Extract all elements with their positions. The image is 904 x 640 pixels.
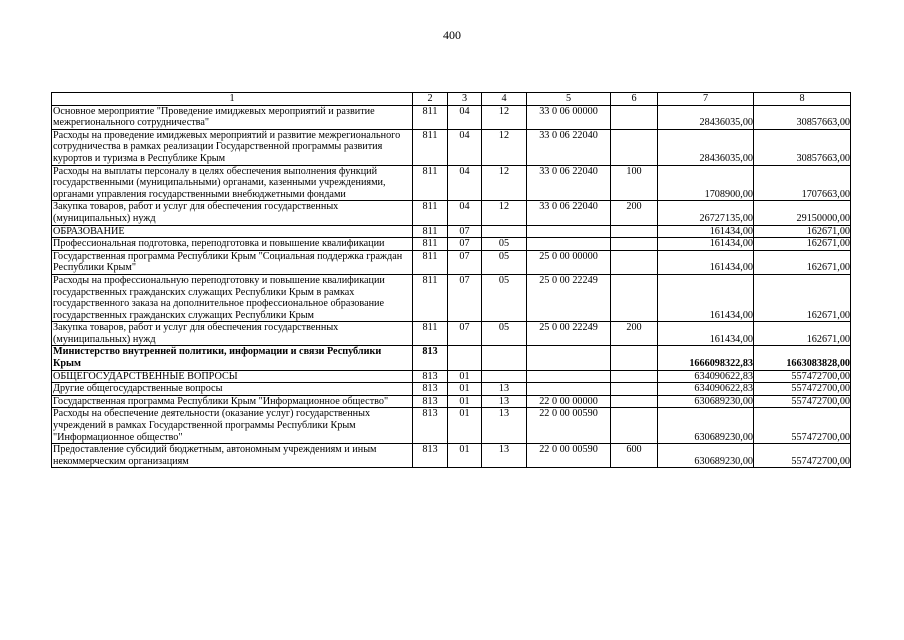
table-row	[52, 322, 851, 346]
amount-year-2: 162671,00	[754, 238, 851, 251]
amount-year-1: 1708900,00	[658, 165, 754, 201]
table-row	[52, 346, 851, 370]
amount-year-1: 161434,00	[658, 322, 754, 346]
item-name: Другие общегосударственные вопросы	[52, 383, 413, 396]
target-article-code: 33 0 06 00000	[527, 105, 611, 129]
subsection-code: 13	[482, 408, 527, 444]
amount-year-2: 557472700,00	[754, 408, 851, 444]
amount-year-2: 29150000,00	[754, 201, 851, 225]
amount-year-2: 162671,00	[754, 225, 851, 238]
item-name: ОБРАЗОВАНИЕ	[52, 225, 413, 238]
table-row	[52, 105, 851, 129]
admin-code: 811	[413, 238, 448, 251]
expense-type-code: 200	[611, 201, 658, 225]
section-code: 04	[448, 129, 482, 165]
amount-year-1: 161434,00	[658, 225, 754, 238]
target-article-code: 33 0 06 22040	[527, 165, 611, 201]
section-code: 07	[448, 238, 482, 251]
section-code	[448, 346, 482, 370]
item-name: Закупка товаров, работ и услуг для обеспечения государственных (муниципальных) нужд	[52, 201, 413, 225]
table-row	[52, 165, 851, 201]
section-code: 07	[448, 322, 482, 346]
subsection-code: 05	[482, 250, 527, 274]
subsection-code: 12	[482, 201, 527, 225]
target-article-code: 33 0 06 22040	[527, 129, 611, 165]
item-name: Министерство внутренней политики, информации и связи Республики Крым	[52, 346, 413, 370]
column-header: 6	[611, 93, 658, 106]
page-number: 400	[443, 28, 461, 42]
section-code: 01	[448, 444, 482, 468]
table-row	[52, 408, 851, 444]
amount-year-1: 634090622,83	[658, 370, 754, 383]
section-code: 01	[448, 370, 482, 383]
subsection-code	[482, 346, 527, 370]
column-header: 1	[52, 93, 413, 106]
column-header: 8	[754, 93, 851, 106]
section-code: 04	[448, 165, 482, 201]
item-name: Профессиональная подготовка, переподготовка и повышение квалификации	[52, 238, 413, 251]
expense-type-code	[611, 346, 658, 370]
admin-code: 813	[413, 444, 448, 468]
amount-year-2: 557472700,00	[754, 444, 851, 468]
table-row	[52, 274, 851, 321]
amount-year-2: 557472700,00	[754, 383, 851, 396]
table-row	[52, 238, 851, 251]
admin-code: 813	[413, 395, 448, 408]
expense-type-code	[611, 383, 658, 396]
item-name: Расходы на обеспечение деятельности (оказание услуг) государственных учреждений в рамках Государственной программы Республики Крым "Информационное общество"	[52, 408, 413, 444]
table-row	[52, 383, 851, 396]
amount-year-1: 1666098322,83	[658, 346, 754, 370]
column-header: 7	[658, 93, 754, 106]
target-article-code	[527, 238, 611, 251]
item-name: Расходы на профессиональную переподготовку и повышение квалификации государственных гражданских служащих Республики Крым в рамках государственного заказа на дополнительное профессиональное образование государственных гражданских служащих Республики Крым	[52, 274, 413, 321]
amount-year-2: 162671,00	[754, 274, 851, 321]
column-header: 3	[448, 93, 482, 106]
table-row	[52, 225, 851, 238]
subsection-code: 12	[482, 129, 527, 165]
subsection-code	[482, 370, 527, 383]
header-row	[52, 93, 851, 106]
section-code: 07	[448, 250, 482, 274]
expense-type-code	[611, 129, 658, 165]
amount-year-2: 162671,00	[754, 322, 851, 346]
item-name: ОБЩЕГОСУДАРСТВЕННЫЕ ВОПРОСЫ	[52, 370, 413, 383]
amount-year-1: 630689230,00	[658, 444, 754, 468]
item-name: Расходы на проведение имиджевых мероприятий и развитие межрегионального сотрудничества в рамках реализации Государственной программы развития курортов и туризма в Республике Крым	[52, 129, 413, 165]
expense-type-code	[611, 225, 658, 238]
section-code: 01	[448, 383, 482, 396]
table-row	[52, 201, 851, 225]
subsection-code	[482, 225, 527, 238]
admin-code: 811	[413, 165, 448, 201]
subsection-code: 05	[482, 322, 527, 346]
item-name: Закупка товаров, работ и услуг для обеспечения государственных (муниципальных) нужд	[52, 322, 413, 346]
section-code: 07	[448, 225, 482, 238]
amount-year-2: 30857663,00	[754, 129, 851, 165]
item-name: Государственная программа Республики Крым "Информационное общество"	[52, 395, 413, 408]
amount-year-1: 161434,00	[658, 274, 754, 321]
amount-year-1: 26727135,00	[658, 201, 754, 225]
amount-year-1: 161434,00	[658, 250, 754, 274]
section-code: 04	[448, 105, 482, 129]
amount-year-2: 557472700,00	[754, 370, 851, 383]
amount-year-1: 28436035,00	[658, 129, 754, 165]
expense-type-code	[611, 370, 658, 383]
amount-year-2: 1663083828,00	[754, 346, 851, 370]
subsection-code: 12	[482, 165, 527, 201]
amount-year-1: 630689230,00	[658, 395, 754, 408]
column-header: 2	[413, 93, 448, 106]
amount-year-1: 161434,00	[658, 238, 754, 251]
table-row	[52, 129, 851, 165]
amount-year-1: 630689230,00	[658, 408, 754, 444]
subsection-code: 13	[482, 444, 527, 468]
admin-code: 811	[413, 129, 448, 165]
subsection-code: 13	[482, 383, 527, 396]
target-article-code: 25 0 00 22249	[527, 274, 611, 321]
target-article-code	[527, 383, 611, 396]
target-article-code: 22 0 00 00000	[527, 395, 611, 408]
section-code: 07	[448, 274, 482, 321]
amount-year-2: 1707663,00	[754, 165, 851, 201]
item-name: Государственная программа Республики Крым "Социальная поддержка граждан Республики Крым"	[52, 250, 413, 274]
table-body	[52, 105, 851, 468]
expense-type-code: 200	[611, 322, 658, 346]
admin-code: 813	[413, 383, 448, 396]
item-name: Предоставление субсидий бюджетным, автономным учреждениям и иным некоммерческим организациям	[52, 444, 413, 468]
expense-type-code	[611, 238, 658, 251]
amount-year-2: 30857663,00	[754, 105, 851, 129]
target-article-code: 22 0 00 00590	[527, 408, 611, 444]
target-article-code	[527, 346, 611, 370]
target-article-code: 25 0 00 00000	[527, 250, 611, 274]
expense-type-code: 600	[611, 444, 658, 468]
subsection-code: 12	[482, 105, 527, 129]
target-article-code	[527, 370, 611, 383]
table-row	[52, 395, 851, 408]
admin-code: 811	[413, 201, 448, 225]
admin-code: 811	[413, 274, 448, 321]
amount-year-1: 634090622,83	[658, 383, 754, 396]
expense-type-code	[611, 250, 658, 274]
admin-code: 811	[413, 105, 448, 129]
budget-table	[51, 92, 851, 468]
target-article-code	[527, 225, 611, 238]
expense-type-code: 100	[611, 165, 658, 201]
item-name: Расходы на выплаты персоналу в целях обеспечения выполнения функций государственными (муниципальными) органами, казенными учреждениями, органами управления государственными внебюджетными фондами	[52, 165, 413, 201]
admin-code: 813	[413, 408, 448, 444]
subsection-code: 05	[482, 274, 527, 321]
expense-type-code	[611, 408, 658, 444]
admin-code: 811	[413, 250, 448, 274]
section-code: 01	[448, 408, 482, 444]
admin-code: 811	[413, 225, 448, 238]
table-row	[52, 250, 851, 274]
column-header: 4	[482, 93, 527, 106]
amount-year-2: 162671,00	[754, 250, 851, 274]
target-article-code: 22 0 00 00590	[527, 444, 611, 468]
expense-type-code	[611, 395, 658, 408]
table-row	[52, 444, 851, 468]
amount-year-2: 557472700,00	[754, 395, 851, 408]
admin-code: 813	[413, 370, 448, 383]
item-name: Основное мероприятие "Проведение имиджевых мероприятий и развитие межрегионального сотрудничества"	[52, 105, 413, 129]
column-header: 5	[527, 93, 611, 106]
expense-type-code	[611, 274, 658, 321]
admin-code: 811	[413, 322, 448, 346]
target-article-code: 33 0 06 22040	[527, 201, 611, 225]
expense-type-code	[611, 105, 658, 129]
subsection-code: 13	[482, 395, 527, 408]
subsection-code: 05	[482, 238, 527, 251]
admin-code: 813	[413, 346, 448, 370]
section-code: 01	[448, 395, 482, 408]
target-article-code: 25 0 00 22249	[527, 322, 611, 346]
table-row	[52, 370, 851, 383]
section-code: 04	[448, 201, 482, 225]
amount-year-1: 28436035,00	[658, 105, 754, 129]
